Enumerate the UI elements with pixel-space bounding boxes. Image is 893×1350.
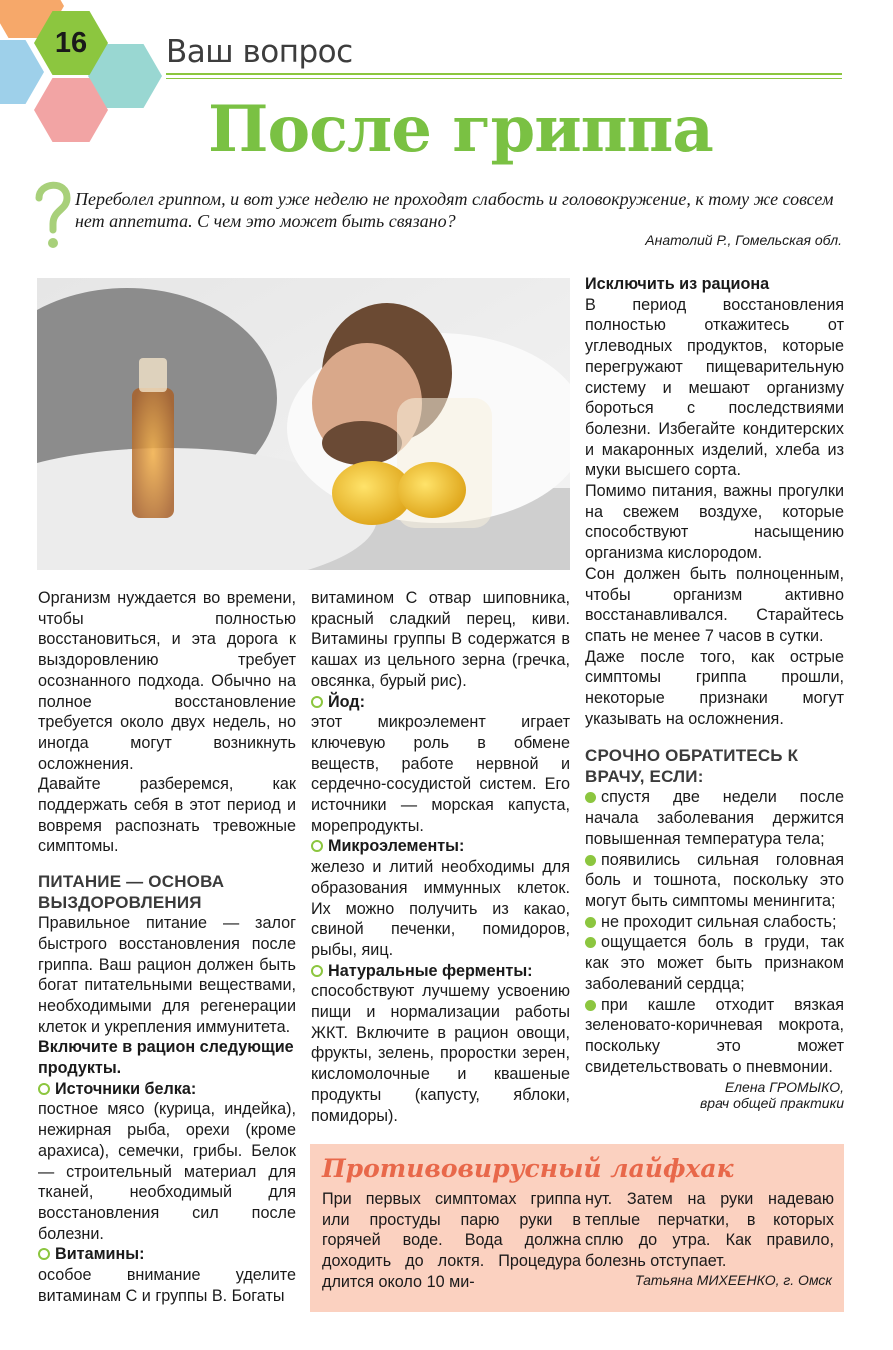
lifehack-text-2: нут. Затем на руки надеваю теплые перчатки, в которых сплю до утра. Как правило, болезнь отступает. [585, 1190, 834, 1271]
lifehack-text-1: При первых симптомах гриппа или простуды парю руки в горячей воде. Вода должна доходить до локтя. Процедура длится около 10 ми- [322, 1190, 581, 1291]
headline: После гриппа [208, 92, 713, 167]
column-middle [311, 588, 570, 1126]
walks-paragraph: Помимо питания, важны прогулки на свежем воздухе, которые способствуют насыщению организма кислородом. [585, 482, 844, 563]
lifehack-author: Татьяна МИХЕЕНКО, г. Омск [634, 1272, 832, 1288]
dot-bullet-icon [585, 1000, 596, 1011]
reader-question: Переболел гриппом, и вот уже неделю не проходят слабость и головокружение, к тому же совсем нет аппетита. С чем это может быть связано? [75, 189, 834, 231]
question-mark-icon [33, 176, 73, 252]
header-rule-thin [166, 78, 842, 79]
dot-bullet-icon [585, 917, 596, 928]
ring-bullet-icon [311, 965, 323, 977]
protein-text: постное мясо (курица, индейка), нежирная рыба, орехи (кроме арахиса), семечки, грибы. Белок — строительный материал для тканей, необходимый для восстановления сил после болезни. [38, 1100, 296, 1243]
article-author: Елена ГРОМЫКО, [724, 1079, 844, 1096]
iodine-text: этот микроэлемент играет ключевую роль в обмене веществ, работе нервной и сердечно-сосудистой систем. Его источники — морская капуста, морепродукты. [311, 713, 570, 835]
micro-heading: Микроэлементы: [328, 837, 465, 856]
urgent-bullet: при кашле отходит вязкая зеленовато-коричневая мокрота, поскольку это может свидетельствовать о пневмонии. [585, 995, 844, 1076]
sleep-paragraph: Сон должен быть полноценным, чтобы организм активно восстанавливался. Старайтесь спать не менее 7 часов в сутки. [585, 564, 844, 645]
enzymes-item [311, 961, 570, 982]
enzymes-heading: Натуральные ферменты: [328, 961, 533, 980]
ring-bullet-icon [311, 840, 323, 852]
column-left [38, 588, 296, 1307]
vitamins-text: особое внимание уделите витаминам С и группы В. Богаты [38, 1266, 296, 1305]
ring-bullet-icon [311, 696, 323, 708]
urgent-bullet: спустя две недели после начала заболевания держится повышенная температура тела; [585, 788, 844, 848]
article-author-role: врач общей практики [699, 1095, 844, 1112]
dot-bullet-icon [585, 855, 596, 866]
enzymes-text: способствуют лучшему усвоению пищи и нормализации работы ЖКТ. Включите в рацион овощи, фрукты, зелень, проростки зерен, кисломолочные и квашеные продукты (капусту, яблоки, помидоры). [311, 982, 570, 1125]
protein-heading: Источники белка: [55, 1079, 197, 1098]
question-author: Анатолий Р., Гомельская обл. [645, 232, 842, 248]
exclude-heading: Исключить из рациона [585, 275, 770, 293]
intro-paragraph: Организм нуждается во времени, чтобы полностью восстановиться, и эта дорога к выздоровлению требует осознанного подхода. Обычно на полное восстановление требуется около двух недель, но иногда могут возникнуть осложнения. [38, 589, 296, 773]
vitamins-heading: Витамины: [55, 1245, 145, 1264]
rubric-title: Ваш вопрос [166, 34, 353, 70]
exclude-paragraph: В период восстановления полностью откажитесь от углеводных продуктов, которые перегружают пищеварительную систему и мешают организму бороться с последствиями болезни. Избегайте кондитерских и макаронных изделий, хлеба из муки высшего сорта. [585, 295, 844, 480]
complications-paragraph: Даже после того, как острые симптомы гриппа прошли, некоторые признаки могут указывать на осложнения. [585, 647, 844, 728]
micro-item [311, 836, 570, 857]
vitamins-continued: витамином С отвар шиповника, красный сладкий перец, киви. Витамины группы В содержатся в кашах из цельного зерна (гречка, овсянка, бурый рис). [311, 589, 570, 690]
header-rule [166, 73, 842, 75]
urgent-bullet: не проходит сильная слабость; [585, 912, 844, 933]
section-heading-nutrition: ПИТАНИЕ — ОСНОВА ВЫЗДОРОВЛЕНИЯ [38, 872, 225, 913]
intro-paragraph-2: Давайте разберемся, как поддержать себя в этот период и вовремя распознать тревожные симптомы. [38, 775, 296, 856]
column-right [585, 274, 844, 1113]
ring-bullet-icon [38, 1083, 50, 1095]
dot-bullet-icon [585, 792, 596, 803]
sick-man-photo [37, 278, 570, 570]
urgent-bullet: ощущается боль в груди, так как это может быть признаком заболеваний сердца; [585, 933, 844, 993]
section-heading-urgent: СРОЧНО ОБРАТИТЕСЬ К ВРАЧУ, ЕСЛИ: [585, 746, 799, 787]
dot-bullet-icon [585, 937, 596, 948]
iodine-heading: Йод: [328, 692, 365, 711]
nutrition-paragraph: Правильное питание — залог быстрого восстановления после гриппа. Ваш рацион должен быть богат питательными веществами, необходимыми для регенерации клеток и укрепления иммунитета. [38, 914, 296, 1036]
page-number: 16 [54, 26, 88, 59]
iodine-item [311, 692, 570, 713]
micro-text: железо и литий необходимы для образования иммунных клеток. Их можно получить из какао, свиной печенки, помидоров, рыбы, яиц. [311, 858, 570, 959]
lifehack-title: Противовирусный лайфхак [322, 1154, 734, 1183]
vitamins-item [38, 1244, 296, 1265]
urgent-bullet: появились сильная головная боль и тошнота, поскольку это могут быть симптомы менингита; [585, 850, 844, 910]
protein-item [38, 1079, 296, 1100]
lifehack-box [310, 1144, 844, 1312]
include-heading: Включите в рацион следующие продукты. [38, 1038, 294, 1078]
ring-bullet-icon [38, 1248, 50, 1260]
